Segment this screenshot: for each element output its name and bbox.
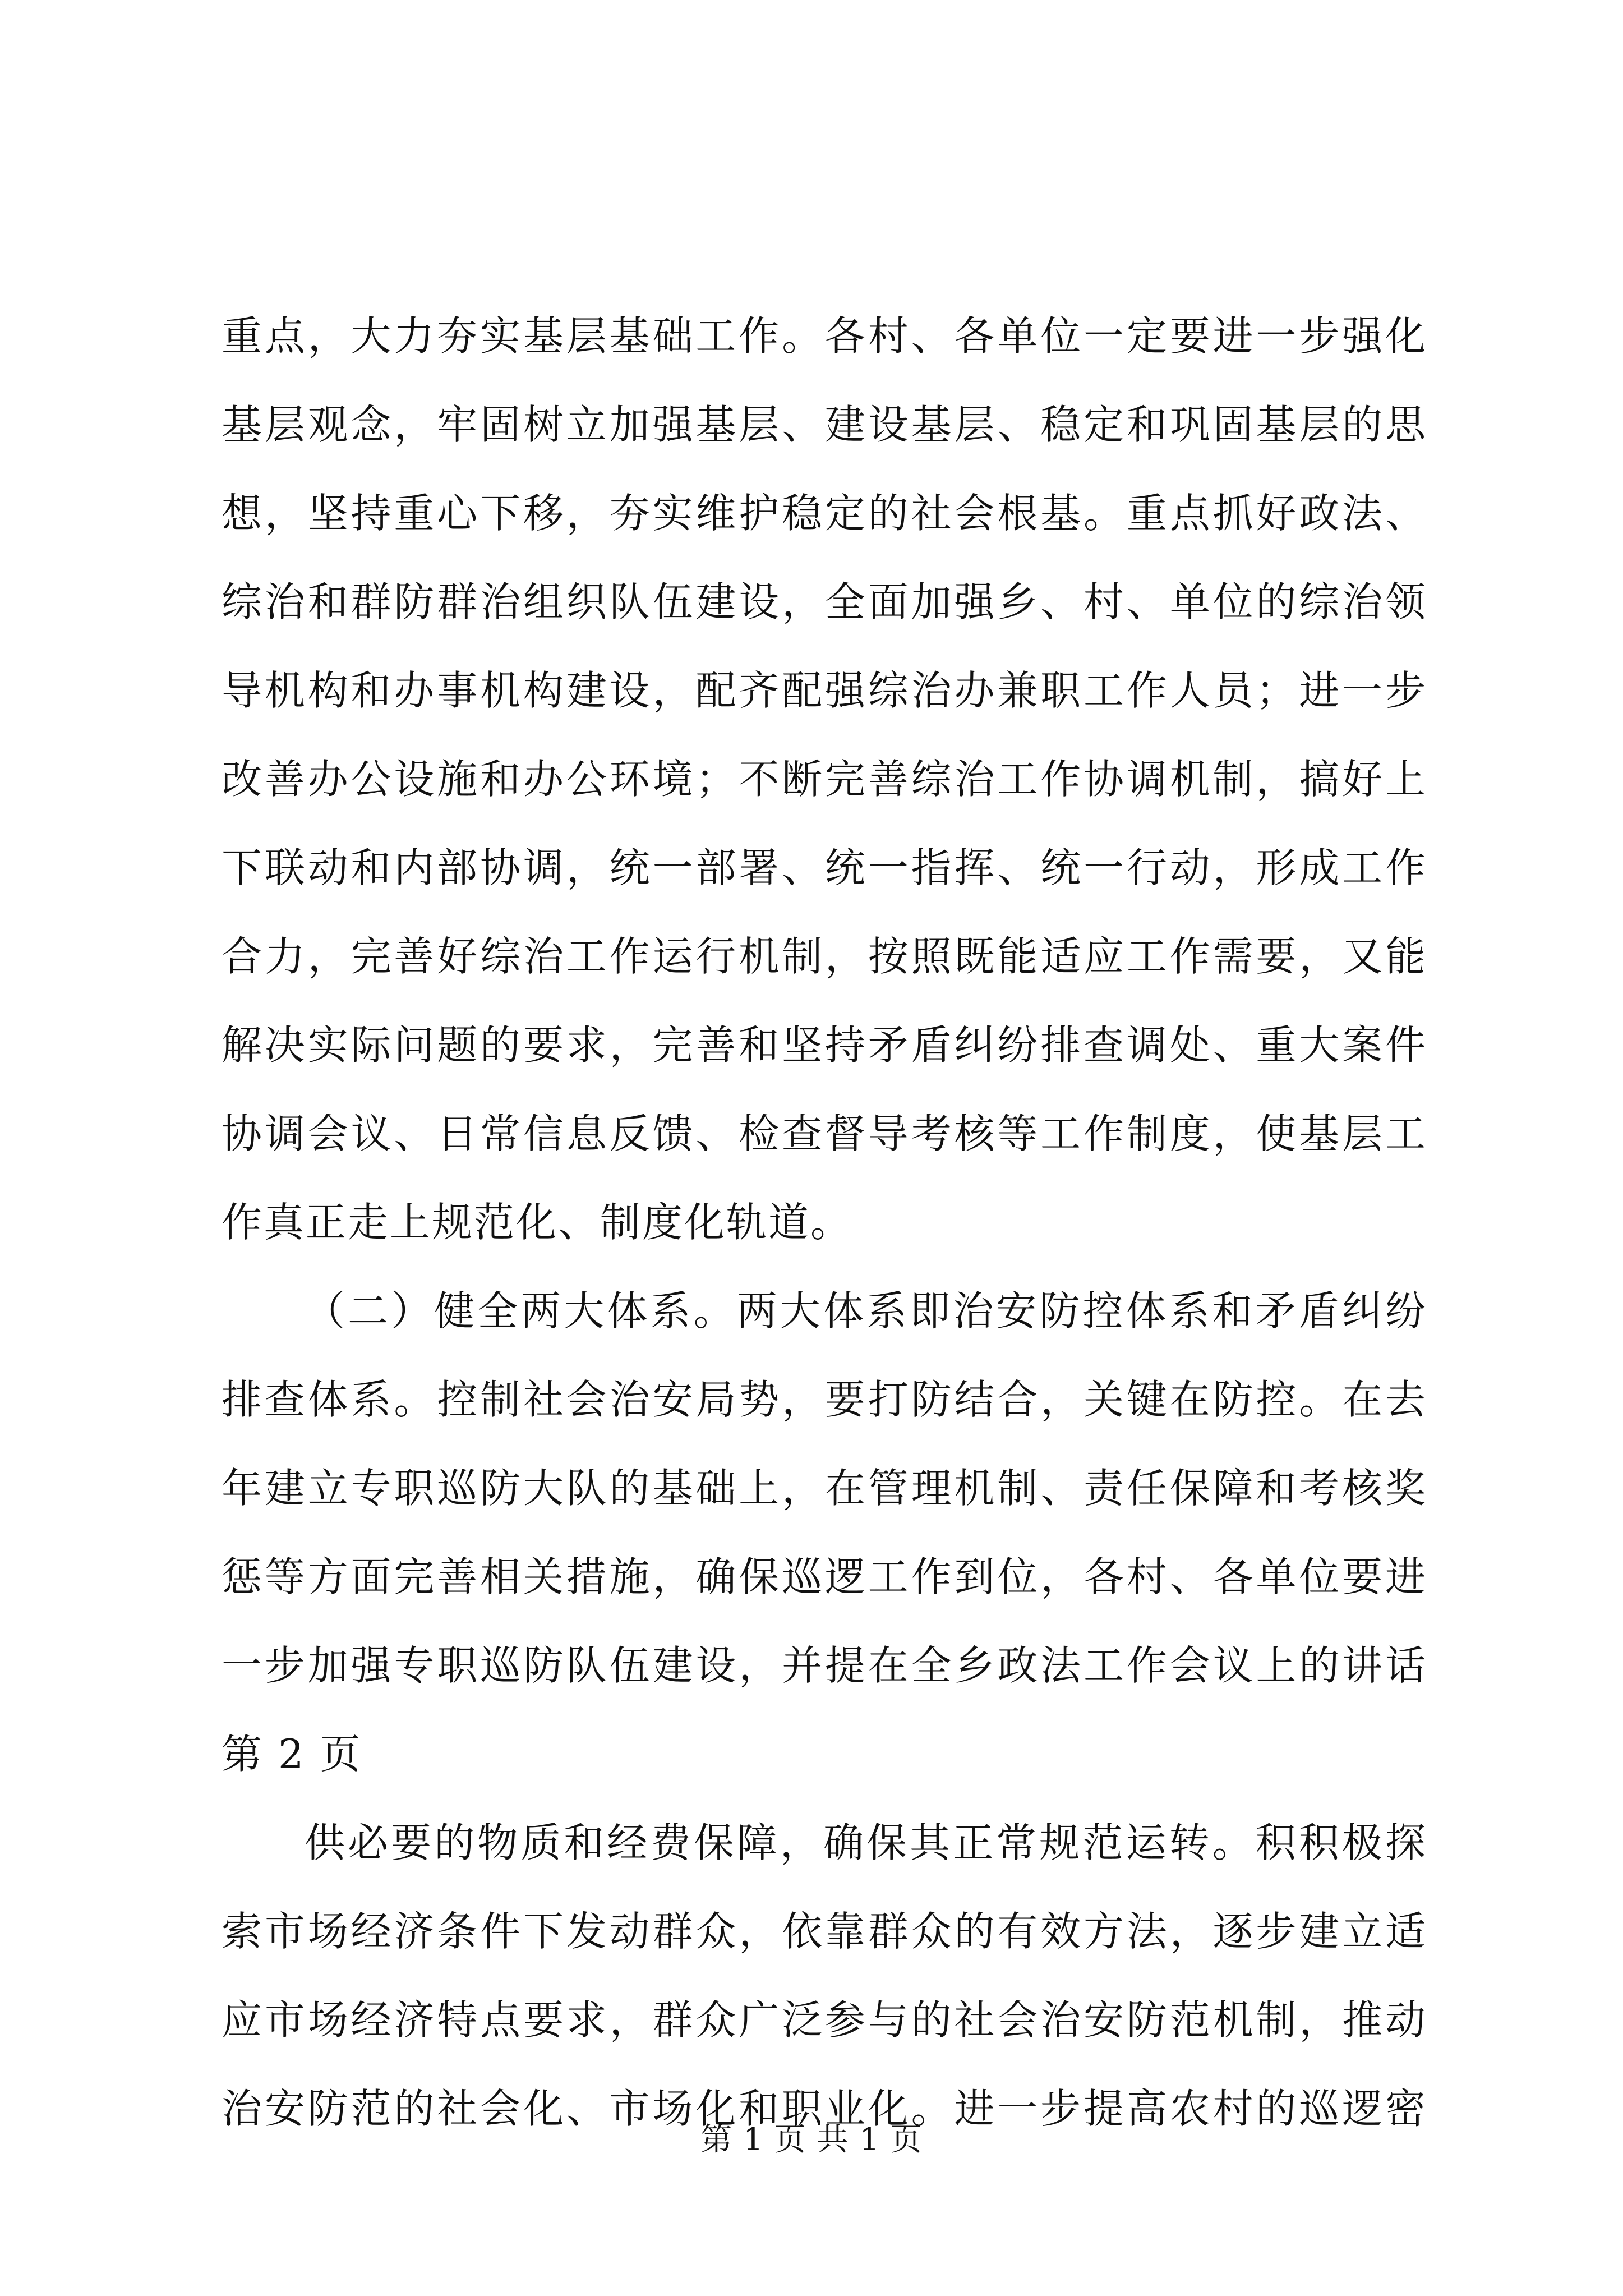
page-indicator: 第 1 页 共 1 页 bbox=[700, 2122, 923, 2158]
document-body bbox=[222, 292, 1427, 2153]
text-line: 惩等方面完善相关措施，确保巡逻工作到位，各村、各单位要进 bbox=[222, 1553, 1427, 1600]
text-line: 改善办公设施和办公环境；不断完善综治工作协调机制，搞好上 bbox=[222, 756, 1427, 803]
inline-page-marker: 第 2 页 bbox=[222, 1731, 362, 1778]
text-line: 索市场经济条件下发动群众，依靠群众的有效方法，逐步建立适 bbox=[222, 1908, 1427, 1955]
text-line: 排查体系。控制社会治安局势，要打防结合，关键在防控。在去 bbox=[222, 1376, 1427, 1423]
text-line: 合力，完善好综治工作运行机制，按照既能适应工作需要，又能 bbox=[222, 933, 1427, 980]
text-line: 作真正走上规范化、制度化轨道。 bbox=[222, 1199, 853, 1246]
text-line: 想，坚持重心下移，夯实维护稳定的社会根基。重点抓好政法、 bbox=[222, 490, 1427, 537]
text-line: 年建立专职巡防大队的基础上，在管理机制、责任保障和考核奖 bbox=[222, 1465, 1427, 1512]
text-line: 治安防范的社会化、市场化和职业化。进一步提高农村的巡逻密 bbox=[222, 2085, 1427, 2132]
page-footer bbox=[0, 2115, 1623, 2160]
text-line: 供必要的物质和经费保障，确保其正常规范运转。积积极探 bbox=[305, 1819, 1427, 1866]
text-line: 综治和群防群治组织队伍建设，全面加强乡、村、单位的综治领 bbox=[222, 578, 1427, 625]
text-line: 基层观念，牢固树立加强基层、建设基层、稳定和巩固基层的思 bbox=[222, 401, 1427, 448]
section-heading-line: （二）健全两大体系。两大体系即治安防控体系和矛盾纠纷 bbox=[305, 1287, 1427, 1335]
text-line: 下联动和内部协调，统一部署、统一指挥、统一行动，形成工作 bbox=[222, 844, 1427, 891]
text-line: 导机构和办事机构建设，配齐配强综治办兼职工作人员；进一步 bbox=[222, 667, 1427, 714]
text-line: 重点，大力夯实基层基础工作。各村、各单位一定要进一步强化 bbox=[222, 312, 1427, 360]
text-line: 协调会议、日常信息反馈、检查督导考核等工作制度，使基层工 bbox=[222, 1110, 1427, 1157]
text-line: 应市场经济特点要求，群众广泛参与的社会治安防范机制，推动 bbox=[222, 1996, 1427, 2044]
text-line: 一步加强专职巡防队伍建设，并提在全乡政法工作会议上的讲话 bbox=[222, 1642, 1427, 1689]
text-line: 解决实际问题的要求，完善和坚持矛盾纠纷排查调处、重大案件 bbox=[222, 1022, 1427, 1069]
